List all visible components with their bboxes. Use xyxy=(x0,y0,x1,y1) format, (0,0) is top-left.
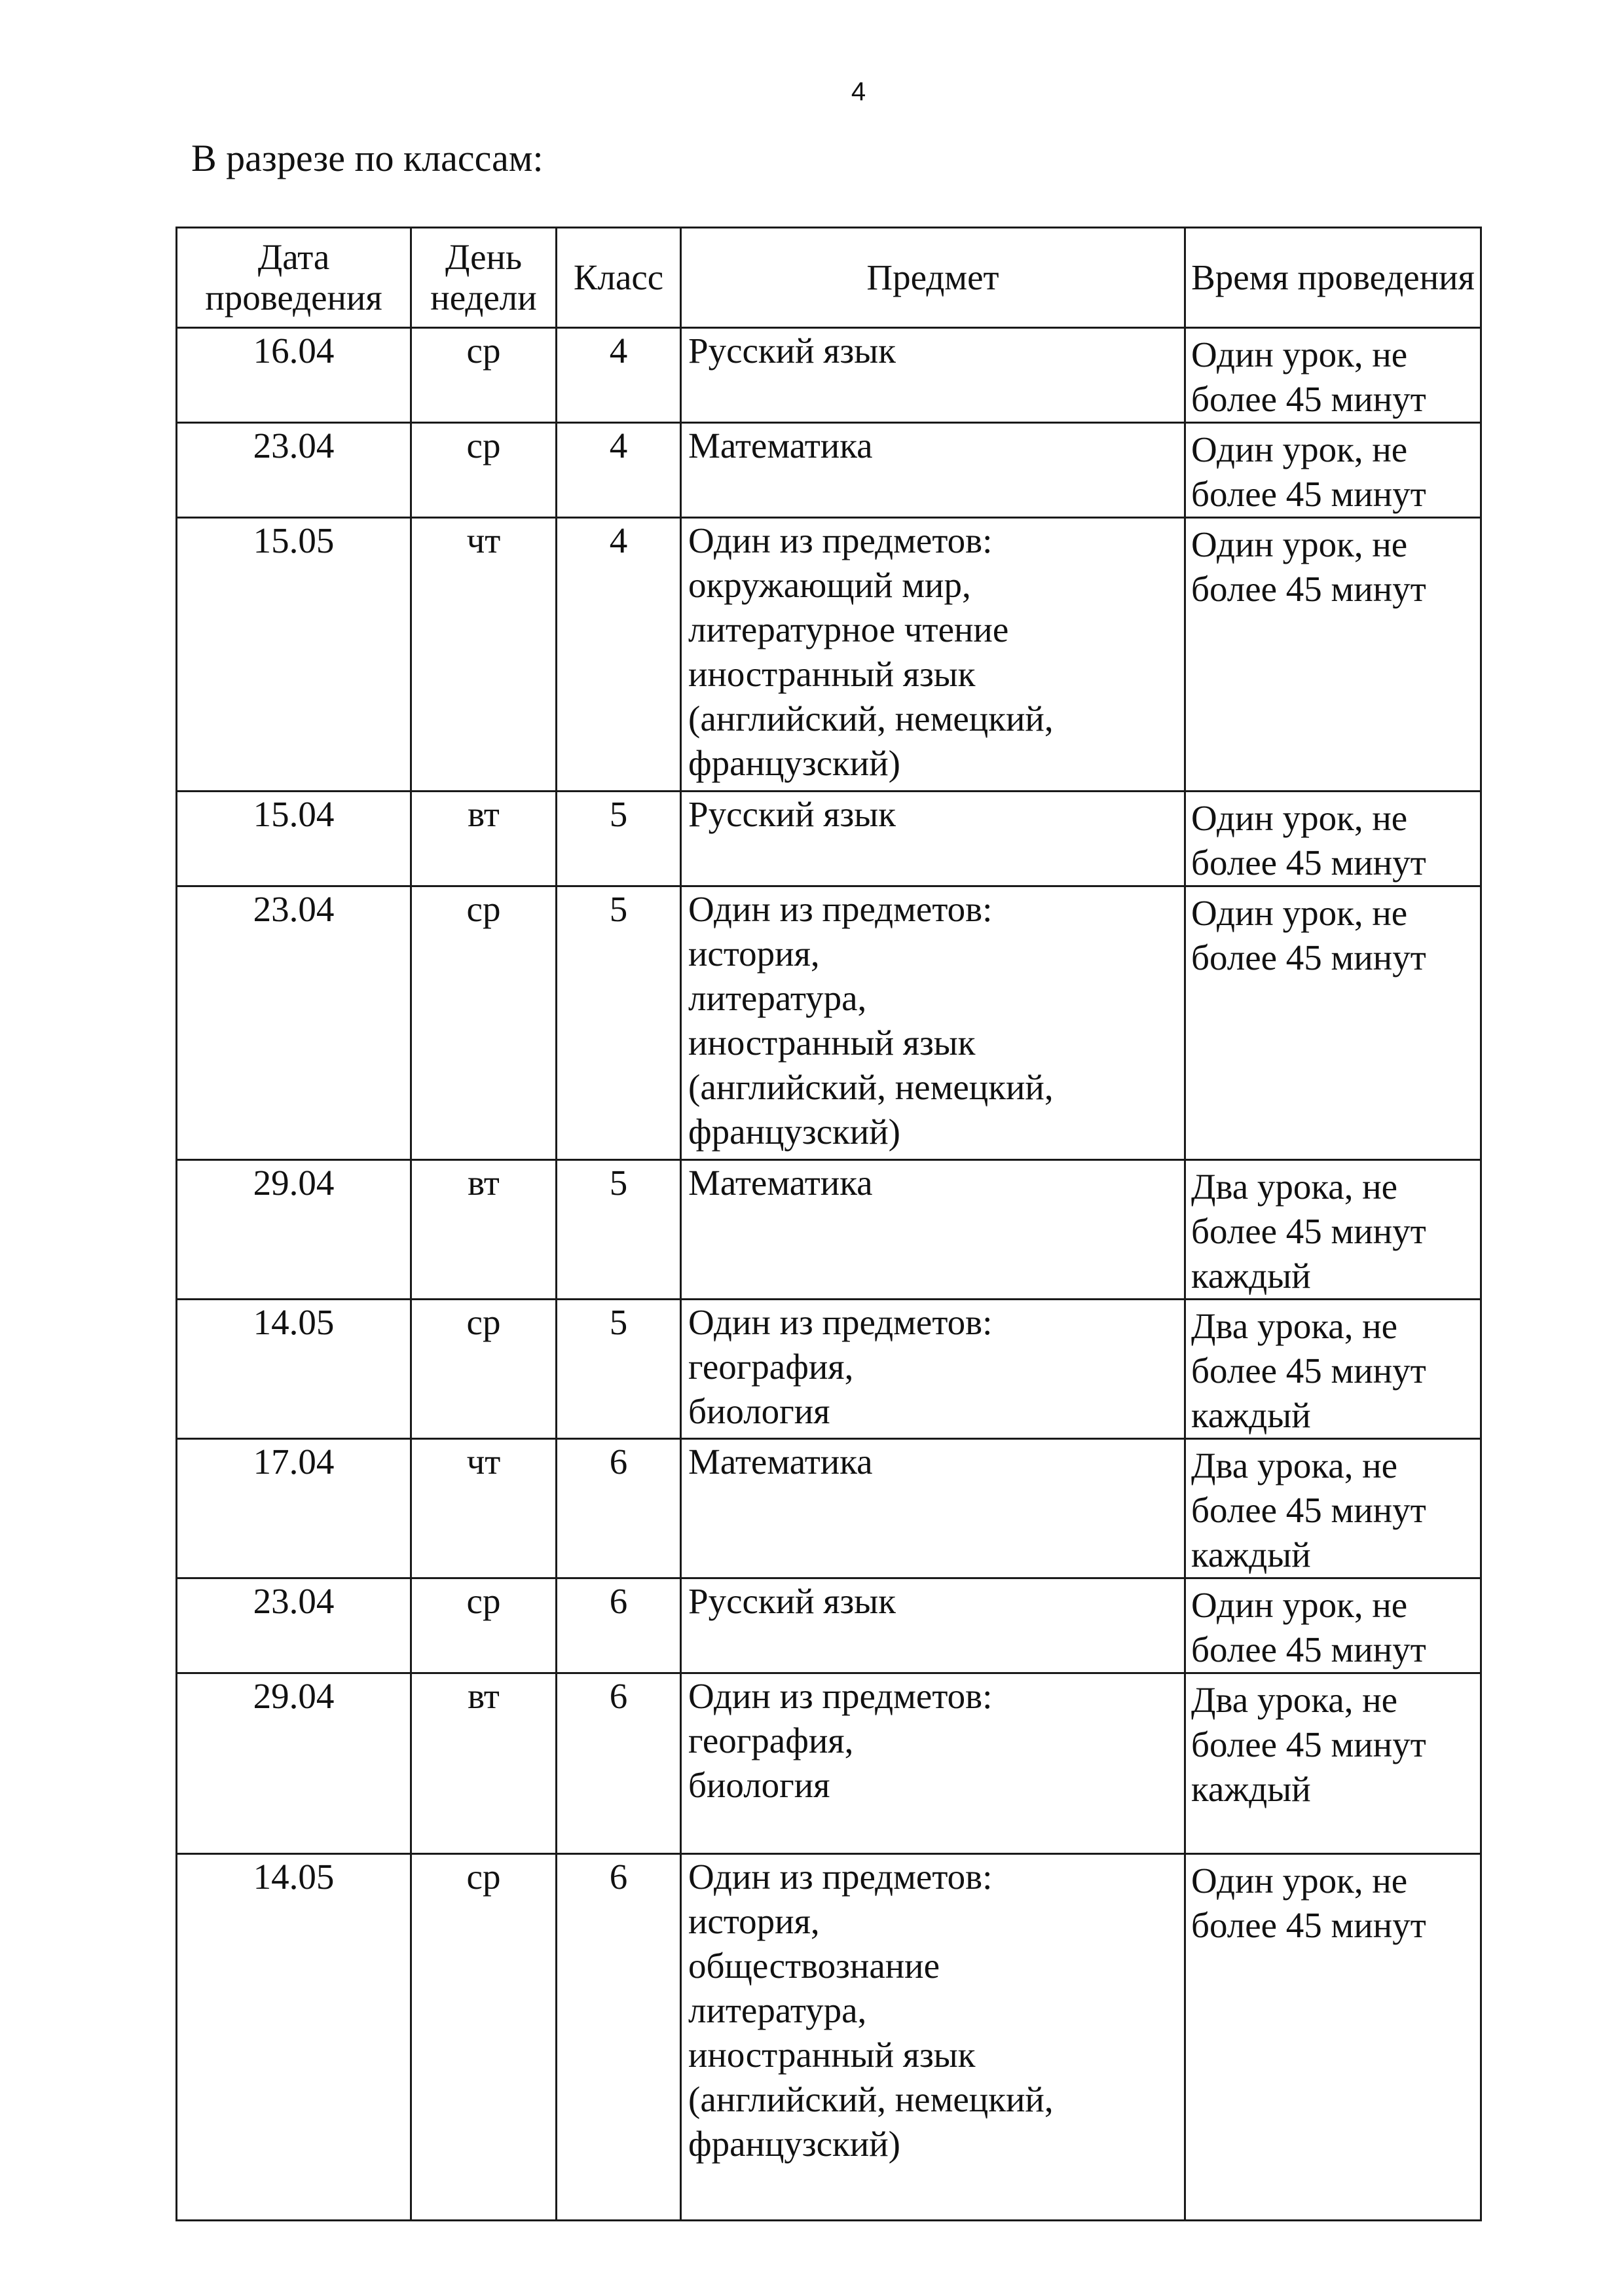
cell-day: ср xyxy=(411,328,557,423)
section-intro: В разрезе по классам: xyxy=(191,137,544,179)
cell-subject: Математика xyxy=(681,423,1185,518)
cell-class: 5 xyxy=(557,1160,681,1300)
table-row xyxy=(177,328,1481,423)
cell-date: 14.05 xyxy=(177,1854,411,2221)
cell-subject: Один из предметов: история, обществознание литература, иностранный язык (английский, немецкий, французский) xyxy=(681,1854,1185,2221)
cell-class: 5 xyxy=(557,792,681,886)
cell-date: 16.04 xyxy=(177,328,411,423)
table-row xyxy=(177,1160,1481,1300)
table-row xyxy=(177,792,1481,886)
cell-day: ср xyxy=(411,1578,557,1673)
cell-class: 6 xyxy=(557,1854,681,2221)
cell-date: 15.04 xyxy=(177,792,411,886)
schedule-table xyxy=(175,227,1482,2221)
cell-date: 23.04 xyxy=(177,1578,411,1673)
table-row xyxy=(177,518,1481,792)
cell-date: 14.05 xyxy=(177,1300,411,1439)
cell-day: вт xyxy=(411,792,557,886)
cell-time: Один урок, не более 45 минут xyxy=(1185,792,1481,886)
table-row xyxy=(177,1439,1481,1578)
cell-day: ср xyxy=(411,1854,557,2221)
cell-time: Два урока, не более 45 минут каждый xyxy=(1185,1673,1481,1854)
cell-class: 5 xyxy=(557,1300,681,1439)
cell-subject: Русский язык xyxy=(681,792,1185,886)
cell-subject: Один из предметов: география, биология xyxy=(681,1673,1185,1854)
cell-day: вт xyxy=(411,1673,557,1854)
table-row xyxy=(177,1300,1481,1439)
cell-day: чт xyxy=(411,518,557,792)
cell-time: Один урок, не более 45 минут xyxy=(1185,423,1481,518)
cell-time: Два урока, не более 45 минут каждый xyxy=(1185,1300,1481,1439)
cell-day: чт xyxy=(411,1439,557,1578)
table-row xyxy=(177,886,1481,1160)
table-row xyxy=(177,1854,1481,2221)
table-row xyxy=(177,1673,1481,1854)
cell-date: 15.05 xyxy=(177,518,411,792)
cell-subject: Один из предметов: география, биология xyxy=(681,1300,1185,1439)
schedule-table-header xyxy=(177,228,1481,328)
cell-day: вт xyxy=(411,1160,557,1300)
cell-class: 4 xyxy=(557,328,681,423)
cell-time: Один урок, не более 45 минут xyxy=(1185,1578,1481,1673)
cell-day: ср xyxy=(411,1300,557,1439)
cell-date: 23.04 xyxy=(177,886,411,1160)
header-date: Дата проведения xyxy=(177,228,411,328)
cell-class: 4 xyxy=(557,423,681,518)
cell-time: Один урок, не более 45 минут xyxy=(1185,518,1481,792)
cell-class: 6 xyxy=(557,1439,681,1578)
cell-date: 23.04 xyxy=(177,423,411,518)
cell-class: 4 xyxy=(557,518,681,792)
cell-subject: Русский язык xyxy=(681,328,1185,423)
header-row xyxy=(177,228,1481,328)
schedule-table-body xyxy=(177,328,1481,2221)
cell-class: 5 xyxy=(557,886,681,1160)
header-class: Класс xyxy=(557,228,681,328)
cell-time: Два урока, не более 45 минут каждый xyxy=(1185,1439,1481,1578)
cell-day: ср xyxy=(411,423,557,518)
cell-date: 29.04 xyxy=(177,1673,411,1854)
cell-time: Один урок, не более 45 минут xyxy=(1185,886,1481,1160)
cell-subject: Русский язык xyxy=(681,1578,1185,1673)
cell-date: 17.04 xyxy=(177,1439,411,1578)
table-row xyxy=(177,423,1481,518)
header-subject: Предмет xyxy=(681,228,1185,328)
cell-date: 29.04 xyxy=(177,1160,411,1300)
cell-class: 6 xyxy=(557,1578,681,1673)
cell-subject: Математика xyxy=(681,1160,1185,1300)
cell-time: Два урока, не более 45 минут каждый xyxy=(1185,1160,1481,1300)
cell-day: ср xyxy=(411,886,557,1160)
cell-subject: Один из предметов: история, литература, иностранный язык (английский, немецкий, французский) xyxy=(681,886,1185,1160)
header-time: Время проведения xyxy=(1185,228,1481,328)
cell-subject: Математика xyxy=(681,1439,1185,1578)
cell-time: Один урок, не более 45 минут xyxy=(1185,1854,1481,2221)
table-row xyxy=(177,1578,1481,1673)
cell-subject: Один из предметов: окружающий мир, литературное чтение иностранный язык (английский, немецкий, французский) xyxy=(681,518,1185,792)
page-number: 4 xyxy=(851,77,866,106)
header-day: День недели xyxy=(411,228,557,328)
cell-time: Один урок, не более 45 минут xyxy=(1185,328,1481,423)
cell-class: 6 xyxy=(557,1673,681,1854)
